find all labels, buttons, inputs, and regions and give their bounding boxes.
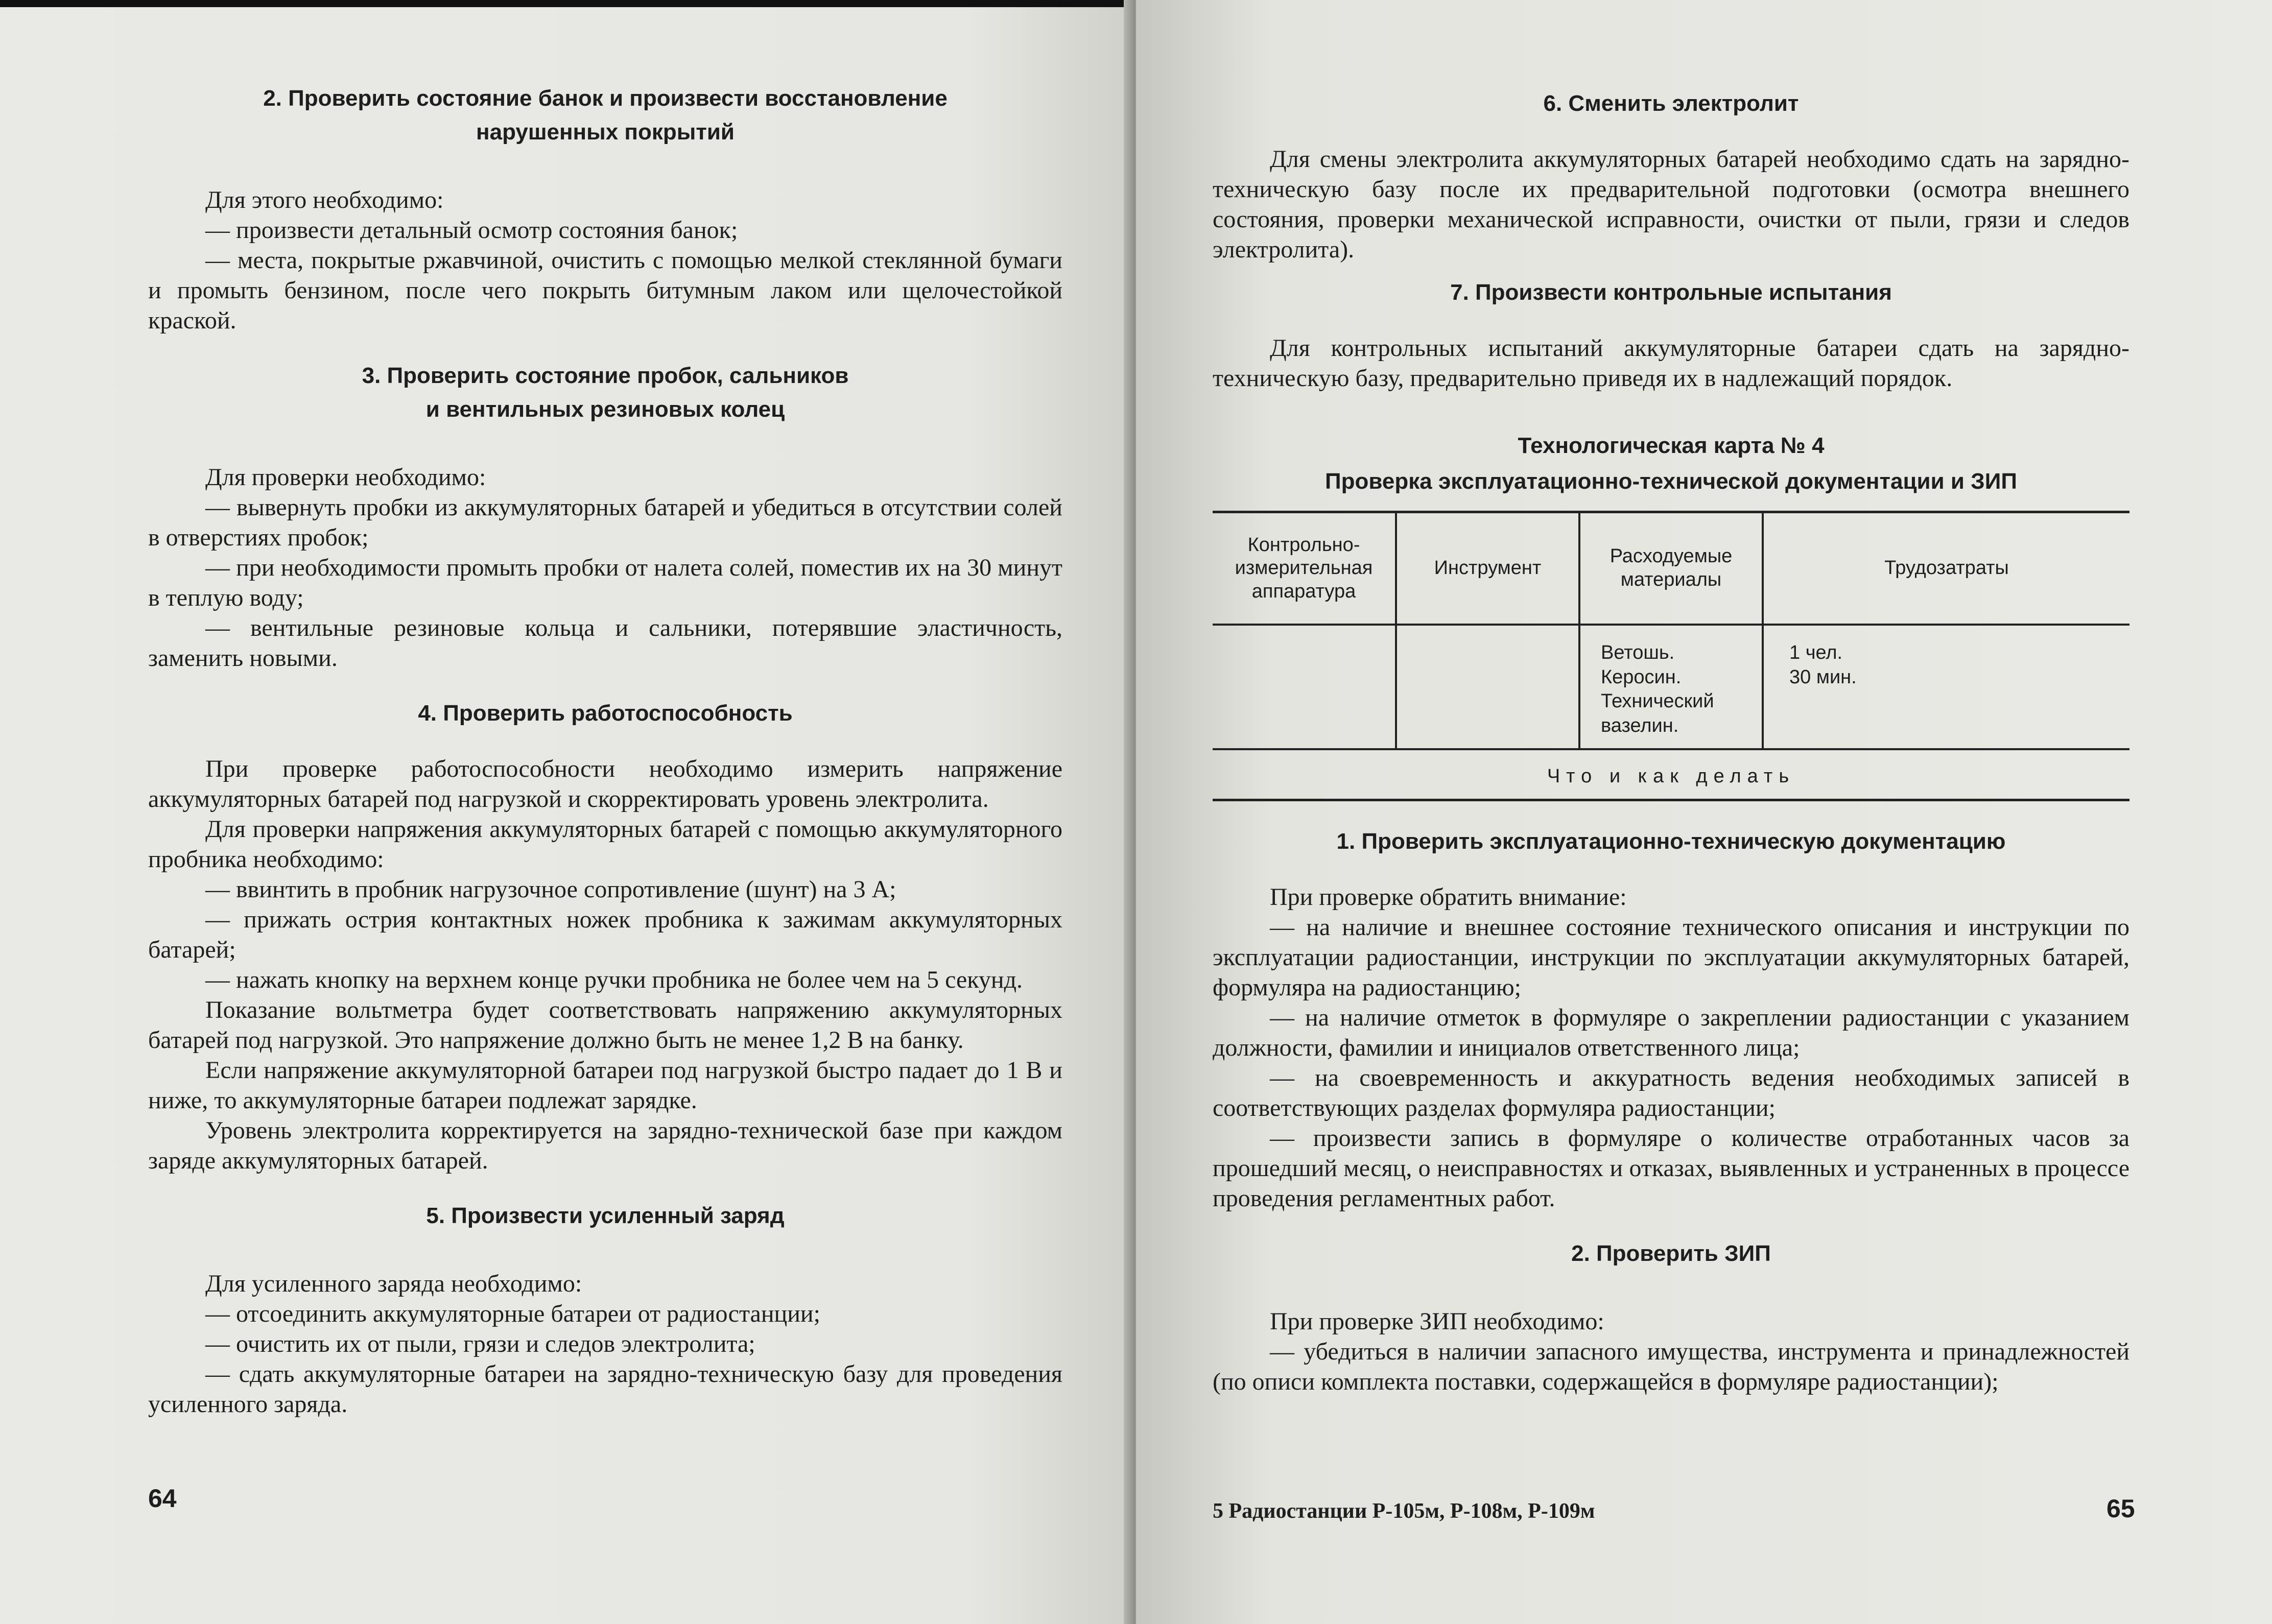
cell-labor: 1 чел. 30 мин. (1789, 642, 1857, 688)
section3-line: — вывернуть пробки из аккумуляторных батарей и убедиться в отсутствии солей в отверстиях пробок; (148, 494, 1062, 551)
section6-text: Для смены электролита аккумуляторных батарей необходимо сдать на зарядно-техническую базу после их предварительной подготовки (осмотра внешнего состояния, проверки механической исправности, очистки от пыли, грязи и следов электролита). (1213, 146, 2129, 263)
cell-instrument (1396, 625, 1579, 749)
right-page (1136, 0, 2272, 1624)
item2-heading: 2. Проверить ЗИП (1571, 1241, 1771, 1266)
section2-heading-line1: 2. Проверить состояние банок и произвести восстановление (263, 86, 948, 111)
item1-line: — на наличие и внешнее состояние технического описания и инструкции по эксплуатации радиостанции, инструкции по эксплуатации аккумуляторных батарей, формуляра на радиостанцию; (1213, 914, 2129, 1001)
section7-heading: 7. Произвести контрольные испытания (1450, 280, 1892, 305)
section7-text: Для контрольных испытаний аккумуляторные батареи сдать на зарядно-техническую базу, предварительно приведя их в надлежащий порядок. (1213, 335, 2129, 392)
item2-line: — убедиться в наличии запасного имущества, инструмента и принадлежностей (по описи комплекта поставки, содержащейся в формуляре радиостанции); (1213, 1338, 2129, 1395)
cell-materials: Ветошь. Керосин. Технический вазелин. (1579, 625, 1763, 749)
col-header-materials: Расходуемые материалы (1579, 512, 1763, 625)
item2-line: При проверке ЗИП необходимо: (1270, 1308, 1604, 1335)
what-to-do-label: Что и как делать (1547, 766, 1795, 787)
top-dark-edge (0, 0, 1136, 7)
cell-apparatus (1213, 625, 1396, 749)
item1-line: При проверке обратить внимание: (1270, 883, 1627, 911)
item1-line: — произвести запись в формуляре о количестве отработанных часов за прошедший месяц, о неисправностях и отказах, выявленных и устраненных в процессе проведения регламентных работ. (1213, 1125, 2129, 1212)
section2-line: — произвести детальный осмотр состояния банок; (205, 217, 738, 244)
section5-line: — очистить их от пыли, грязи и следов электролита; (205, 1330, 755, 1357)
section4-line: — прижать острия контактных ножек пробника к зажимам аккумуляторных батарей; (148, 906, 1062, 963)
col-header-labor: Трудозатраты (1884, 557, 2009, 579)
col-header-apparatus: Контрольно-измерительная аппаратура (1213, 512, 1396, 625)
section2-line: Для этого необходимо: (205, 186, 444, 213)
page-number-right: 65 (2107, 1494, 2135, 1523)
page-number-left: 64 (148, 1484, 177, 1513)
col-header-instrument: Инструмент (1396, 512, 1579, 625)
section4-line: — ввинтить в пробник нагрузочное сопротивление (шунт) на 3 А; (205, 876, 896, 903)
left-column (148, 82, 1062, 1419)
item1-line: — на наличие отметок в формуляре о закреплении радиостанции с указанием должности, фамилии и инициалов ответственного лица; (1213, 1004, 2129, 1061)
section5-heading: 5. Произвести усиленный заряд (426, 1203, 785, 1228)
card-table-row (1213, 625, 2129, 749)
section4-line: Если напряжение аккумуляторной батареи под нагрузкой быстро падает до 1 В и ниже, то аккумуляторные батареи подлежат зарядке. (148, 1057, 1062, 1114)
section3-line: — вентильные резиновые кольца и сальники, потерявшие эластичность, заменить новыми. (148, 614, 1062, 672)
page-footer: 5 Радиостанции Р-105м, Р-108м, Р-109м (1213, 1499, 1595, 1523)
right-column (1213, 87, 2129, 1397)
section4-line: При проверке работоспособности необходимо измерить напряжение аккумуляторных батарей под нагрузкой и скорректировать уровень электролита. (148, 755, 1062, 813)
section2-heading-line2: нарушенных покрытий (476, 120, 735, 145)
section3-line: Для проверки необходимо: (205, 464, 486, 491)
card-subtitle: Проверка эксплуатационно-технической документации и ЗИП (1325, 469, 2017, 494)
card-table (1213, 511, 2129, 750)
section4-line: Показание вольтметра будет соответствовать напряжению аккумуляторных батарей под нагрузкой. Это напряжение должно быть не менее 1,2 В на банку. (148, 996, 1062, 1054)
section4-line: Уровень электролита корректируется на зарядно-технической базе при каждом заряде аккумуляторных батарей. (148, 1117, 1062, 1174)
section4-line: — нажать кнопку на верхнем конце ручки пробника не более чем на 5 секунд. (205, 966, 1023, 993)
card-title: Технологическая карта № 4 (1518, 433, 1825, 458)
item1-line: — на своевременность и аккуратность ведения необходимых записей в соответствующих разделах формуляра радиостанции; (1213, 1064, 2129, 1121)
item1-heading: 1. Проверить эксплуатационно-техническую документацию (1336, 829, 2006, 854)
section5-line: Для усиленного заряда необходимо: (205, 1270, 582, 1297)
section6-heading: 6. Сменить электролит (1543, 91, 1799, 116)
section4-heading: 4. Проверить работоспособность (418, 701, 793, 726)
section3-line: — при необходимости промыть пробки от налета солей, поместив их на 30 минут в теплую воду; (148, 554, 1062, 611)
section3-heading-line2: и вентильных резиновых колец (425, 397, 785, 422)
card-table-header-row (1213, 512, 2129, 625)
section3-heading-line1: 3. Проверить состояние пробок, сальников (362, 363, 849, 388)
section5-line: — сдать аккумуляторные батареи на зарядно-техническую базу для проведения усиленного заряда. (148, 1360, 1062, 1418)
section4-line: Для проверки напряжения аккумуляторных батарей с помощью аккумуляторного пробника необходимо: (148, 816, 1062, 873)
section5-line: — отсоединить аккумуляторные батареи от радиостанции; (205, 1300, 820, 1327)
section2-line: — места, покрытые ржавчиной, очистить с помощью мелкой стеклянной бумаги и промыть бензином, после чего покрыть битумным лаком или щелочестойкой краской. (148, 247, 1062, 334)
